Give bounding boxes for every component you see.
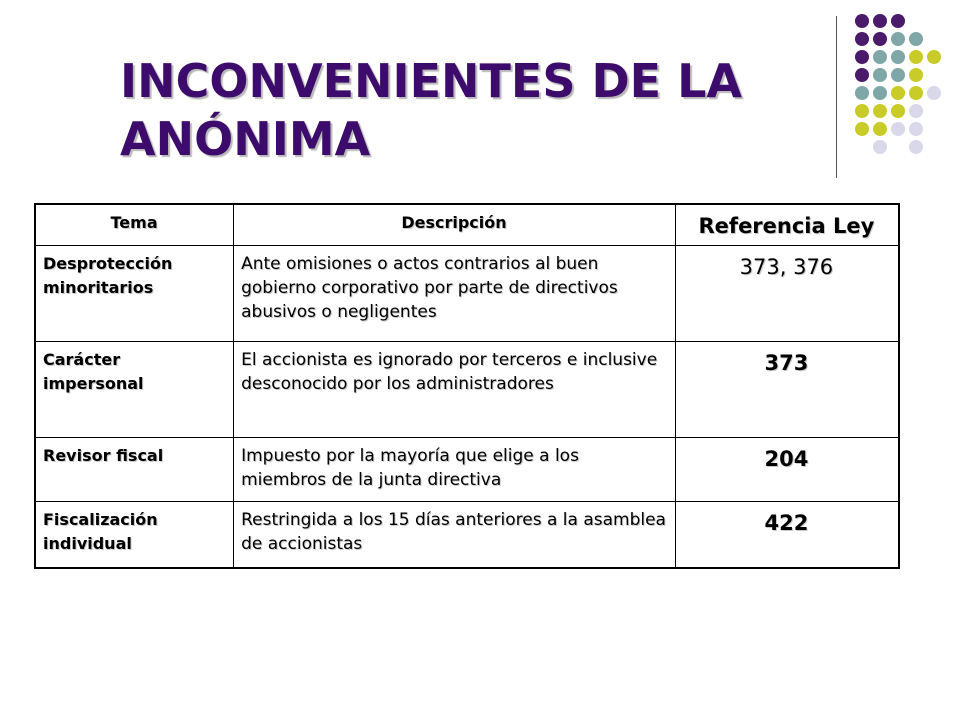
dot [909,140,923,154]
decorative-divider [836,16,837,178]
cell-referencia: 373 [675,342,899,438]
dot [891,14,905,28]
table-row [35,438,899,502]
dot [891,68,905,82]
dot [873,86,887,100]
cell-tema: Carácter impersonal [35,342,234,438]
dot [855,50,869,64]
dot [891,50,905,64]
dot [855,86,869,100]
dot [855,68,869,82]
dot [891,86,905,100]
slide-title: INCONVENIENTES DE LA ANÓNIMA [120,54,743,166]
cell-descripcion: Ante omisiones o actos contrarios al buen gobierno corporativo por parte de directivos abusivos o negligentes [234,246,676,342]
dot [873,140,887,154]
dot [909,32,923,46]
cell-tema: Fiscalización individual [35,502,234,568]
cell-descripcion: Restringida a los 15 días anteriores a la asamblea de accionistas [234,502,676,568]
table-row [35,246,899,342]
cell-descripcion: El accionista es ignorado por terceros e inclusive desconocido por los administradores [234,342,676,438]
dot [909,50,923,64]
header-descripcion: Descripción [234,204,676,246]
dot [909,68,923,82]
dot [855,14,869,28]
dot [873,104,887,118]
dot [873,50,887,64]
cell-referencia: 204 [675,438,899,502]
cell-tema: Desprotección minoritarios [35,246,234,342]
dot [873,14,887,28]
dot [927,50,941,64]
header-tema: Tema [35,204,234,246]
dot [927,86,941,100]
cell-referencia: 373, 376 [675,246,899,342]
table-row [35,502,899,568]
dot [891,122,905,136]
dot [873,32,887,46]
dot [855,104,869,118]
dot [873,122,887,136]
dot [909,122,923,136]
table-row [35,342,899,438]
cell-tema: Revisor fiscal [35,438,234,502]
dot [891,104,905,118]
cell-referencia: 422 [675,502,899,568]
table-header-row [35,204,899,246]
cell-descripcion: Impuesto por la mayoría que elige a los miembros de la junta directiva [234,438,676,502]
dot [891,32,905,46]
dot [855,32,869,46]
inconvenientes-table [34,203,900,569]
dot [855,122,869,136]
dot [909,86,923,100]
header-referencia: Referencia Ley [675,204,899,246]
dot [873,68,887,82]
dot [909,104,923,118]
